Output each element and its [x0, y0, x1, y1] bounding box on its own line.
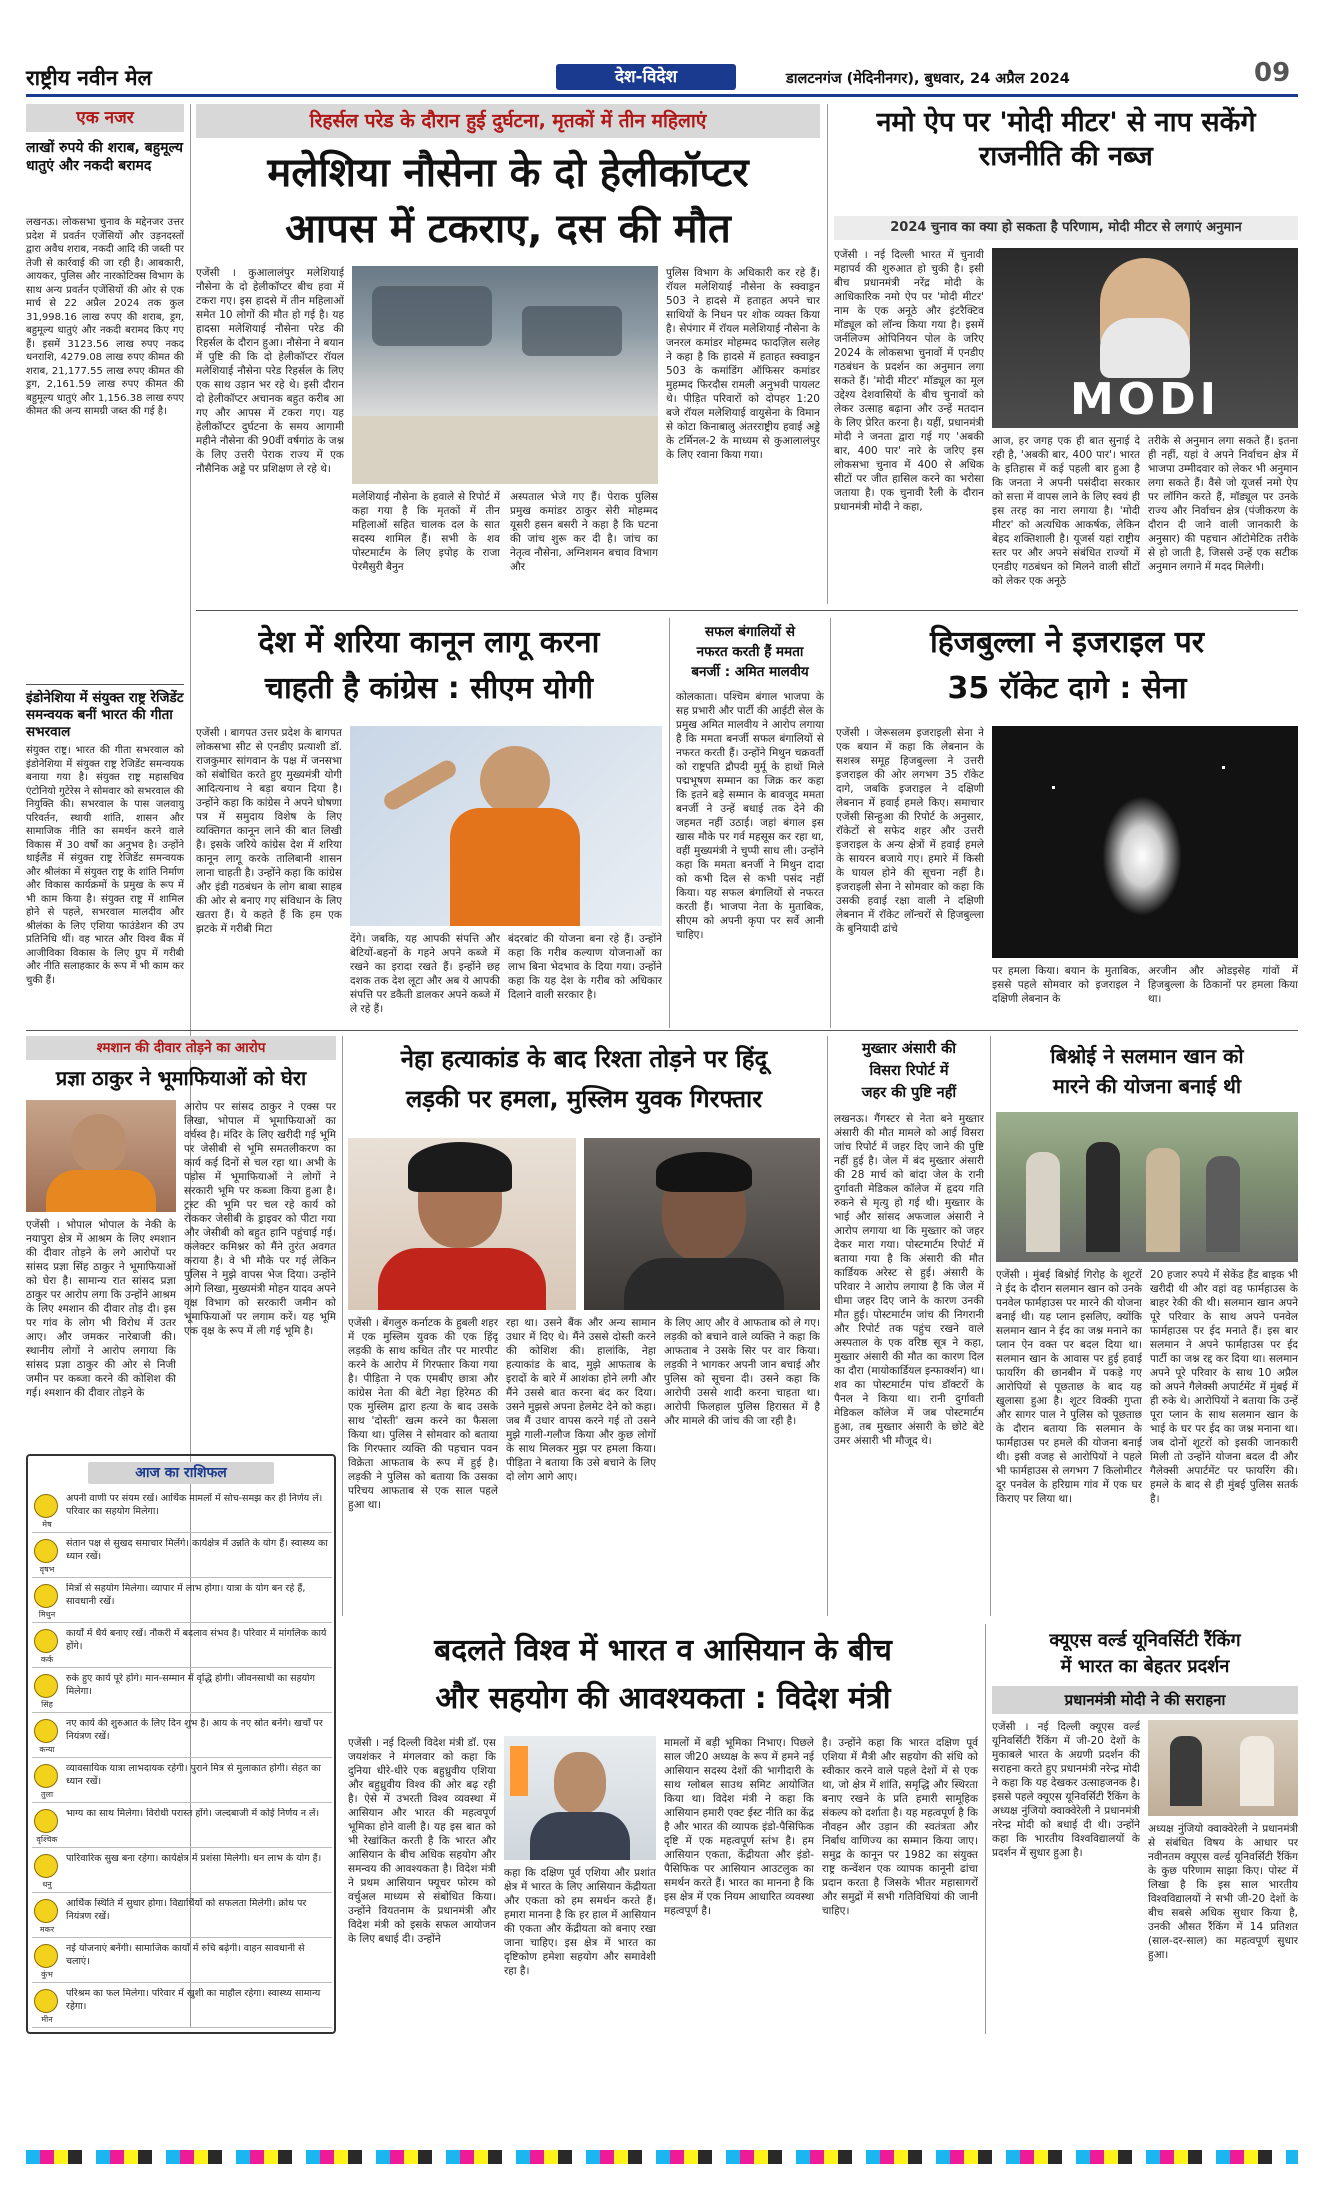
rashifal-row [32, 1985, 332, 2028]
yogi-col2: देंगे। जबकि, यह आपकी संपत्ति और बेटियों-बहनों के गहने अपने कब्जे में रखने का इरादा रखते हैं। इन्होंने छह दशक तक देश लूटा और अब ये आपकी संपत्ति पर डकैती डालकर अपने कब्जे में ले रहे हैं। [350, 933, 500, 1015]
pragya-col1: एजेंसी । भोपाल भोपाल के नेकी के नयापुरा क्षेत्र में आश्रम के लिए श्मशान की दीवार तोड़ने के लगे आरोपों पर सांसद प्रज्ञा सिंह ठाकुर ने भूमाफियाओं को घेरा है। सामान्य रात सांसद प्रज्ञा ठाकुर पर आरोप लगा कि उन्होंने आश्रम के लिए श्मशान की दीवार तोड़ दी। इस पर गांव के लोग भी विरोध में उतर आए। और जमकर नारेबाजी की। स्थानीय लोगों ने आरोप लगाया कि सांसद प्रज्ञा ठाकुर की ओर से निजी जमीन पर कब्जा करने की कोशिश की गई। श्मशान की दीवार तोड़ने के [26, 1219, 176, 1399]
salman-col1: एजेंसी । मुंबई बिश्नोई गिरोह के शूटरों ने ईद के दौरान सलमान खान को उनके पनवेल फार्महाउस पर मारने की योजना बनाई थी। यह प्लान इसलिए, क्योंकि सलमान खान ने ईद का जश्न मनाने का प्लान ऐन वक्त पर बदल दिया था। सलमान खान के आवास पर हुई हवाई फायरिंग की छानबीन में पकड़े गए आरोपियों से पूछताछ के बाद यह खुलासा हुआ है। शूटर विक्की गुप्ता और सागर पाल ने पुलिस को पूछताछ के दौरान बताया कि सलमान के फार्महाउस पर हमले की योजना बनाई थी। इसी वजह से आरोपियों ने पहले भी फार्महाउस से लगभग 7 किलोमीटर दूर पनवेल के हरिग्राम गांव में एक घर किराए पर लिया था। [996, 1269, 1142, 1505]
hezbollah-headline-line2: 35 रॉकेट दागे : सेना [947, 671, 1187, 706]
zodiac-prediction: अपनी वाणी पर संयम रखें। आर्थिक मामलों में सोच-समझ कर ही निर्णय लें। परिवार का सहयोग मिलेगा। [66, 1493, 323, 1517]
rashifal-row [32, 1535, 332, 1578]
yogi-col1: एजेंसी । बागपत उत्तर प्रदेश के बागपत लोकसभा सीट से एनडीए प्रत्याशी डॉ. राजकुमार सांगवान के पक्ष में जनसभा को संबोधित करते हुए मुख्यमंत्री योगी आदित्यनाथ ने बड़ा बयान दिया है। उन्होंने कहा कि कांग्रेस ने अपने घोषणा पत्र में समुदाय विशेष के लिए व्यक्तिगत कानून लाने की बात लिखी है। इसके जरिये कांग्रेस देश में शरिया कानून लागू करके तालिबानी शासन लाना चाहती है। उन्होंने कहा कि कांग्रेस और इंडी गठबंधन के लोग बाबा साहब की ओर से बनाए गए संविधान के लिए खतरा हैं। ये कहते हैं कि हम एक झटके में गरीबी मिटा [196, 727, 342, 935]
mukhtar-body: लखनऊ। गैंगस्टर से नेता बने मुख्तार अंसारी की मौत मामले को आई विसरा जांच रिपोर्ट में जहर दिए जाने की पुष्टि नहीं हुई है। जेल में बंद मुख्तार अंसारी की 28 मार्च को बांदा जेल के रानी दुर्गावती मेडिकल कॉलेज में हृदय गति रुकने से मृत्यु हो गई थी। मुख्तार के भाई और सांसद अफजाल अंसारी ने आरोप लगाया था कि मुख्तार को जहर देकर मारा गया। पोस्टमार्टम रिपोर्ट में बताया गया है कि अंसारी की मौत कार्डियक अरेस्ट से हुई। अंसारी के परिवार ने आरोप लगाया है कि जेल में धीमा जहर दिए जाने के कारण उनकी मौत हुई। पोस्टमार्टम जांच की निगरानी और रिपोर्ट तक पहुंच रखने वाले अस्पताल के एक वरिष्ठ सूत्र ने कहा, मुख्तार अंसारी की मौत का कारण दिल का दौरा (मायोकार्डियल इन्फार्क्शन) था। शव का पोस्टमार्टम पांच डॉक्टरों के पैनल ने किया था। रानी दुर्गावती मेडिकल कॉलेज में जब पोस्टमार्टम हुआ, तब मुख्तार अंसारी के छोटे बेटे उमर अंसारी भी मौजूद थे। [834, 1113, 984, 1447]
modi-meter-story [834, 104, 1298, 604]
yogi-photo [350, 726, 662, 926]
jaishankar-col4: है। उन्होंने कहा कि भारत दक्षिण पूर्व एशिया में मैत्री और सहयोग की संधि को स्वीकार करने वाले पहले देशों में से एक था, जो क्षेत्र में शांति, समृद्धि और स्थिरता बनाए रखने के प्रति हमारी सामूहिक संकल्प को दर्शाता है। यह महत्वपूर्ण है कि नौवहन और उड़ान की स्वतंत्रता और निर्बाध वाणिज्य का सम्मान किया जाए। समुद्र के कानून पर 1982 का संयुक्त राष्ट्र कन्वेंशन एक व्यापक कानूनी ढांचा प्रदान करता है जिसके भीतर महासागरों और समुद्रों में सभी गतिविधियां की जानी चाहिए। [822, 1737, 978, 1917]
rocket-night-photo [992, 726, 1298, 958]
zodiac-sign-icon [34, 1944, 58, 1968]
zodiac-sign-icon [34, 1539, 58, 1563]
mukhtar-headline-line1: मुख्तार अंसारी की [861, 1041, 957, 1057]
neha-story [348, 1036, 820, 1616]
jaishankar-col3: मामलों में बड़ी भूमिका निभाए। पिछले साल जी20 अध्यक्ष के रूप में हमने नई आसियान सदस्य देशों की भागीदारी के साथ ग्लोबल साउथ समिट आयोजित किया था। विदेश मंत्री ने कहा कि आसियान हमारी एक्ट ईस्ट नीति का केंद्र है और भारत की व्यापक इंडो-पैसिफिक दृष्टि में एक महत्वपूर्ण स्तंभ है। हम आसियान एकता, केंद्रीयता और इंडो-पैसिफिक पर आसियान आउटलुक का समर्थन करते हैं। भारत का मानना है कि इस क्षेत्र में एक नियम आधारित व्यवस्था महत्वपूर्ण है। [664, 1737, 814, 1917]
zodiac-sign-name: मिथुन [38, 1610, 56, 1619]
modi-photo-text: MODI [1069, 374, 1221, 425]
pragya-story [26, 1036, 336, 1446]
zodiac-sign-icon [34, 1989, 58, 2013]
rashifal-title: आज का राशिफल [88, 1462, 274, 1484]
zodiac-sign-name: मकर [39, 1925, 55, 1934]
rashifal-row [32, 1670, 332, 1713]
pragya-thakur-photo [26, 1100, 176, 1212]
zodiac-sign-name: मेष [42, 1520, 52, 1529]
hezbollah-headline-line1: हिजबुल्ला ने इजराइल पर [929, 625, 1205, 660]
zodiac-sign-icon [34, 1584, 58, 1608]
malaysia-kicker: रिहर्सल परेड के दौरान हुई दुर्घटना, मृतकों में तीन महिलाएं [196, 104, 820, 138]
pragya-kicker: श्मशान की दीवार तोड़ने का आरोप [26, 1036, 336, 1060]
rashifal-row [32, 1895, 332, 1938]
neha-headline-line1: नेहा हत्याकांड के बाद रिश्ता तोड़ने पर हिंदू [400, 1045, 768, 1073]
rashifal-row [32, 1760, 332, 1803]
zodiac-prediction: आर्थिक स्थिति में सुधार होगा। विद्यार्थियों को सफलता मिलेगी। क्रोध पर नियंत्रण रखें। [66, 1898, 307, 1922]
pragya-headline: प्रज्ञा ठाकुर ने भूमाफियाओं को घेरा [55, 1066, 307, 1090]
zodiac-sign-icon [34, 1854, 58, 1878]
malaysia-headline-line2: आपस में टकराए, दस की मौत [285, 206, 731, 252]
modi-meter-col3: तरीके से अनुमान लगा सकते हैं। इतना ही नहीं, यहां वे अपने निर्वाचन क्षेत्र में भाजपा उम्मीदवार को लेकर भी अनुमान लगा सकते हैं। वैसे जो यूजर्स नमो ऐप पर लॉगिन करते हैं, मॉड्यूल पर उनके राज्य और निर्वाचन क्षेत्र (पंजीकरण के दौरान दी जाने वाली जानकारी के अनुसार) की पहचान ऑटोमेटिक तरीके से हो जाती है, जिससे उन्हें एक सटीक अनुमान लगाने में मदद मिलेगी। [1148, 435, 1298, 573]
zodiac-prediction: मित्रों से सहयोग मिलेगा। व्यापार में लाभ होगा। यात्रा के योग बन रहे हैं, सावधानी रखें। [66, 1583, 306, 1607]
neha-col3: के लिए आए और वे आफताब को ले गए। लड़की को बचाने वाले व्यक्ति ने कहा कि आफताब ने उसके सिर पर वार किया। लड़की ने भागकर अपनी जान बचाई और पुलिस को सूचना दी। उसने कहा कि आरोपी उससे शादी करना चाहता था। आरोपी फिलहाल पुलिस हिरासत में है और मामले की जांच की जा रही है। [664, 1317, 820, 1427]
zodiac-sign-name: कुंभ [41, 1970, 53, 1979]
ek-nazar-story1-body: लखनऊ। लोकसभा चुनाव के मद्देनजर उत्तर प्रदेश में प्रवर्तन एजेंसियों और उड़नदस्तों द्वारा अवैध शराब, नकदी आदि की जब्ती पर तेजी से कार्रवाई की जा रही है। आबकारी, आयकर, पुलिस और नारकोटिक्स विभाग के साथ अन्य प्रवर्तन एजेंसियों की ओर से एक मार्च से 22 अप्रैल 2024 तक कुल 31,998.16 लाख रुपए की शराब, ड्रग, बहुमूल्य धातुएं और नकदी बरामद किए गए हैं। इसमें 3123.56 लाख रुपए नकद धनराशि, 4279.08 लाख रुपए कीमत की शराब, 21,177.55 लाख रुपए कीमत की ड्रग, 2,161.59 लाख रुपए कीमत की बहुमूल्य धातुएं और 1,156.38 लाख रुपए कीमत की अन्य सामग्री जब्त की गई है। [26, 217, 184, 417]
qs-col2: अध्यक्ष नुंजियो क्वाक्वेरेली ने प्रधानमंत्री से संबंधित विषय के आधार पर नवीनतम क्यूएस वर्ल्ड यूनिवर्सिटी रैंकिंग के कुछ परिणाम साझा किए। पोस्ट में लिखा है कि इस साल भारतीय विश्वविद्यालयों ने सभी जी-20 देशों के बीच सबसे अधिक सुधार किया है, उनकी औसत रैंकिंग में 14 प्रतिशत (साल-दर-साल) का महत्वपूर्ण सुधार हुआ। [1148, 1823, 1298, 1961]
accused-photo [584, 1138, 820, 1310]
yogi-col3: बंदरबांट की योजना बना रहे हैं। उन्होंने कहा कि गरीब कल्याण योजनाओं का लाभ बिना भेदभाव के दिया गया। उन्होंने कहा कि यह देश के गरीब को अधिकार दिलाने वाली सरकार है। [508, 933, 662, 1001]
zodiac-prediction: पारिवारिक सुख बना रहेगा। कार्यक्षेत्र में प्रशंसा मिलेगी। धन लाभ के योग हैं। [66, 1853, 322, 1864]
qs-headline-line1: क्यूएस वर्ल्ड यूनिवर्सिटी रैंकिंग [1049, 1630, 1241, 1651]
pragya-col2: आरोप पर सांसद ठाकुर ने एक्स पर लिखा, भोपाल में भूमाफियाओं का वर्चस्व है। मंदिर के लिए खरीदी गई भूमि पर जेसीबी से भूमि समतलीकरण का कार्य कई दिनों से चल रहा था। अभी के पड़ोस में भूमाफियाओं ने लोगों ने सरकारी भूमि पर कब्जा किया हुआ है। ट्रस्ट की भूमि पर चल रहे कार्य को रोककर जेसीबी के ड्राइवर को पीटा गया और जेसीबी को बहुत हानि पहुंचाई गई। कलेक्टर कमिश्नर को मैंने तुरंत अवगत कराया है। वे भी मौके पर गई लेकिन पुलिस ने मुझे वापस भेज दिया। उन्होंने आगे लिखा, मुख्यमंत्री मोहन यादव अपने वृक्ष विभाग को सरकारी जमीन को भूमाफियाओं पर लगाम करें। यह भूमि एक वृक्ष के रूप में ली गई भूमि है। [184, 1101, 336, 1337]
zodiac-sign-icon [34, 1674, 58, 1698]
malaysia-headline-line1: मलेशिया नौसेना के दो हेलीकॉप्टर [267, 150, 749, 196]
rashifal-row [32, 1805, 332, 1848]
mamata-headline-line2: नफरत करती हैं ममता [696, 644, 804, 660]
mamata-headline-line3: बनर्जी : अमित मालवीय [691, 664, 809, 680]
rashifal-row [32, 1715, 332, 1758]
zodiac-prediction: भाग्य का साथ मिलेगा। विरोधी परास्त होंगे। जल्दबाजी में कोई निर्णय न लें। [66, 1808, 320, 1819]
jaishankar-col2: कहा कि दक्षिण पूर्व एशिया और प्रशांत क्षेत्र में भारत के लिए आसियान केंद्रीयता और एकता को हम समर्थन करते हैं। हमारा मानना है कि हर हाल में आसियान की एकता और केंद्रीयता को बनाए रखा जाना चाहिए। इस क्षेत्र में भारत का दृष्टिकोण हमेशा सहयोग और समावेशी रहा है। [504, 1867, 656, 1977]
zodiac-sign-icon [34, 1494, 58, 1518]
malaysia-story [196, 104, 820, 604]
zodiac-sign-icon [34, 1899, 58, 1923]
zodiac-sign-icon [34, 1629, 58, 1653]
zodiac-sign-icon [34, 1719, 58, 1743]
yogi-story [196, 618, 662, 1028]
qs-headline-line2: में भारत का बेहतर प्रदर्शन [1060, 1656, 1230, 1677]
rashifal-row [32, 1625, 332, 1668]
zodiac-prediction: नई योजनाएं बनेंगी। सामाजिक कार्यों में रुचि बढ़ेगी। वाहन सावधानी से चलाएं। [66, 1943, 305, 1967]
pm-meeting-photo [1148, 1720, 1298, 1816]
zodiac-sign-icon [34, 1764, 58, 1788]
ek-nazar-story2-headline: इंडोनेशिया में संयुक्त राष्ट्र रेजिडेंट समन्वयक बनीं भारत की गीता सभरवाल [26, 690, 184, 740]
hezbollah-story [836, 618, 1298, 1028]
jaishankar-col1: एजेंसी । नई दिल्ली विदेश मंत्री डॉ. एस जयशंकर ने मंगलवार को कहा कि दुनिया धीरे-धीरे एक बहुध्रुवीय एशिया और बहुध्रुवीय विश्व की ओर बढ़ रही है। ऐसे में उभरती विश्व व्यवस्था में आसियान और भारत की महत्वपूर्ण भूमिका होने वाली है। यह इस बात को भी रेखांकित करती है कि भारत और आसियान के बीच अधिक सहयोग और समन्वय की आवश्यकता है। विदेश मंत्री ने प्रथम आसियान फ्यूचर फोरम को वर्चुअल माध्यम से संबोधित किया। उन्होंने वियतनाम के प्रधानमंत्री और विदेश मंत्री को इसके सफल आयोजन के लिए बधाई दी। उन्होंने [348, 1737, 496, 1945]
yogi-headline-line2: चाहती है कांग्रेस : सीएम योगी [264, 671, 594, 706]
zodiac-prediction: कार्यों में धैर्य बनाए रखें। नौकरी में बदलाव संभव है। परिवार में मांगलिक कार्य होंगे। [66, 1628, 327, 1652]
print-color-bar [26, 2150, 1298, 2164]
mukhtar-headline-line3: जहर की पुष्टि नहीं [861, 1085, 957, 1101]
salman-story [996, 1036, 1298, 1616]
dateline-header: डालटनगंज (मेदिनीनगर), बुधवार, 24 अप्रैल 2024 [786, 71, 1070, 87]
hezbollah-col3: अरजीन और ओडइसेह गांवों में हिजबुल्ला के ठिकानों पर हमला किया था। [1148, 965, 1298, 1005]
rashifal-box [26, 1454, 336, 2034]
masthead-rule [26, 94, 1298, 97]
qs-ranking-story [992, 1624, 1298, 2034]
rashifal-row [32, 1490, 332, 1533]
mamata-body: कोलकाता। पश्चिम बंगाल भाजपा के सह प्रभारी और पार्टी की आईटी सेल के प्रमुख अमित मालवीय ने आरोप लगाया है कि ममता बनर्जी सफल बंगालियों से नफरत करती हैं। उन्होंने मिथुन चक्रवर्ती को राष्ट्रपति द्रौपदी मुर्मू के हाथों मिले पद्मभूषण सम्मान का जिक्र कर कहा कि इतने बड़े सम्मान के बावजूद ममता बनर्जी ने उन्हें बधाई तक देने की जहमत नहीं उठाई। जहां बंगाल इस खास मौके पर गर्व महसूस कर रहा था, वहीं मुख्यमंत्री ने चुप्पी साध ली। उन्होंने कहा कि ममता बनर्जी ने मिथुन दादा को कभी दिल से कभी पसंद नहीं किया। यह सफल बंगालियों से नफरत करती हैं। भाजपा नेता के मुताबिक, सीएम को अपनी कृपा पर सर्वे आनी चाहिए। [676, 691, 824, 941]
zodiac-sign-name: मीन [41, 2015, 53, 2024]
zodiac-sign-name: कन्या [39, 1745, 55, 1754]
victim-photo [348, 1138, 576, 1310]
modi-meter-subhead: 2024 चुनाव का क्या हो सकता है परिणाम, मोदी मीटर से लगाएं अनुमान [834, 216, 1298, 240]
ek-nazar-tag: एक नजर [26, 104, 184, 132]
malaysia-col4: पुलिस विभाग के अधिकारी कर रहे हैं। रॉयल मलेशियाई नौसेना के स्क्वाड्रन 503 ने हादसे में हताहत अपने चार साथियों के निधन पर शोक व्यक्त किया है। सेपंगार में रॉयल मलेशियाई नौसेना के जनरल कमांडर मोहम्मद फादज़िल सलेह ने कहा है कि हादसे में हताहत स्क्वाड्रन 503 के कमांडिंग ऑफिसर कमांडर मुहम्मद फिरदौस रामली अनुभवी पायलट थे। पीड़ित परिवारों को दोपहर 1:20 बजे रॉयल मलेशियाई वायुसेना के विमान से कोटा किनाबालु अंतरराष्ट्रीय हवाई अड्डे के टर्मिनल-2 के माध्यम से कुआलालंपुर के लिए रवाना किया गया। [666, 267, 820, 461]
modi-meter-col2: आज, हर जगह एक ही बात सुनाई दे रही है, 'अबकी बार, 400 पार'। भारत के इतिहास में कई पहली बार हुआ है कि जनता ने अपनी पसंदीदा सरकार को सत्ता में वापस लाने के लिए स्वयं ही इस तरह का नारा लगाया है। 'मोदी मीटर' को अत्यधिक आकर्षक, लेकिन बेहद शक्तिशाली है। यूजर्स यहां राष्ट्रीय स्तर पर और अपने संबंधित राज्यों में एनडीए गठबंधन को मिलने वाली सीटों को लेकर एक अनूठे [992, 435, 1140, 587]
zodiac-prediction: व्यावसायिक यात्रा लाभदायक रहेगी। पुराने मित्र से मुलाकात होगी। सेहत का ध्यान रखें। [66, 1763, 321, 1787]
masthead [26, 58, 1298, 98]
helicopter-crash-photo [352, 266, 658, 484]
rashifal-row [32, 1850, 332, 1893]
mukhtar-headline-line2: विसरा रिपोर्ट में [869, 1063, 949, 1079]
malaysia-col2: मलेशियाई नौसेना के हवाले से रिपोर्ट में कहा गया है कि मृतकों में तीन महिलाओं सहित चालक दल के सात सदस्य शामिल हैं। सभी के शव पोस्टमार्टम के लिए इपोह के राजा पेरमैसुरी बैनुन [352, 491, 500, 573]
mamata-headline-line1: सफल बंगालियों से [705, 624, 795, 640]
jaishankar-story [348, 1624, 978, 2034]
zodiac-sign-name: कर्क [40, 1655, 54, 1664]
police-escort-photo [996, 1112, 1298, 1262]
zodiac-prediction: रुके हुए कार्य पूरे होंगे। मान-सम्मान में वृद्धि होगी। जीवनसाथी का सहयोग मिलेगा। [66, 1673, 315, 1697]
jaishankar-headline-line2: और सहयोग की आवश्यकता : विदेश मंत्री [435, 1681, 891, 1716]
zodiac-sign-name: वृषभ [39, 1565, 55, 1574]
ek-nazar-story1-headline: लाखों रुपये की शराब, बहुमूल्य धातुएं और नकदी बरामद [26, 140, 184, 174]
jaishankar-headline-line1: बदलते विश्व में भारत व आसियान के बीच [434, 1633, 892, 1668]
neha-col2: रहा था। उसने बैंक और अन्य सामान उधार में दिए थे। मैंने उससे दोस्ती करने की कोशिश की। हालांकि, नेहा हत्याकांड के बाद, मुझे आफताब के इरादों के बारे में आशंका होने लगी और मैंने उससे बात करना बंद कर दिया। उसने मुझसे अपना हेलमेट देने को कहा। जब मैं उधार वापस करने गई तो उसने मुझे गाली-गलौज किया और कुछ लोगों के साथ मिलकर मुझ पर हमला किया। पीड़िता ने बताया कि उसे बचाने के लिए दो लोग आगे आए। [506, 1317, 656, 1483]
zodiac-sign-name: धनु [42, 1880, 52, 1889]
page-number: 09 [1254, 58, 1291, 88]
hezbollah-col1: एजेंसी । जेरूसलम इजराइली सेना ने एक बयान में कहा कि लेबनान के सशस्त्र समूह हिजबुल्ला ने उत्तरी इजराइल की ओर लगभग 35 रॉकेट दागे, जबकि इजराइल ने दक्षिणी लेबनान में हवाई हमले किए। समाचार एजेंसी सिन्हुआ की रिपोर्ट के अनुसार, रॉकेटों से सफेद शहर और उत्तरी इजराइल के अन्य क्षेत्रों में हवाई हमले के सायरन बजाये गए। हमारे में किसी के घायल होने की सूचना नहीं है। इजराइली सेना ने सोमवार को कहा कि उसकी हवाई रक्षा वाली ने दक्षिणी लेबनान में रॉकेट लॉन्चरों से हिजबुल्ला के बुनियादी ढांचे [836, 727, 984, 935]
modi-meter-photo [992, 248, 1298, 428]
mukhtar-story [834, 1036, 984, 1616]
salman-headline-line1: बिश्नोई ने सलमान खान को [1050, 1044, 1244, 1068]
salman-headline-line2: मारने की योजना बनाई थी [1052, 1074, 1242, 1098]
salman-col2: 20 हजार रुपये में सेकेंड हैंड बाइक भी खरीदी थी और वहां वह फार्महाउस के बाहर रेकी की थी। सलमान खान अपने पूरे परिवार के साथ अपने पनवेल फार्महाउस पर ईद मनाते हैं। इस बार सलमान ने अपने फार्महाउस पर ईद पार्टी का जश्न रद्द कर दिया था। सलमान अपने पूरे परिवार के साथ 10 अप्रैल को अपने गैलेक्सी अपार्टमेंट में मुंबई में ही रुके थे। आरोपियों ने बताया कि उन्हें पूरा प्लान के साथ सलमान खान के भाई के घर पर ईद का जश्न मनाना था। जब दोनों शूटरों को इसकी जानकारी मिली तो उन्होंने योजना बदल दी और गैलेक्सी अपार्टमेंट पर फायरिंग की। हमले के बाद से ही मुंबई पुलिस सतर्क है। [1150, 1269, 1298, 1505]
neha-col1: एजेंसी । बेंगलुरु कर्नाटक के हुबली शहर में एक मुस्लिम युवक की एक हिंदू लड़की के साथ कथित तौर पर मारपीट करने के आरोप में गिरफ्तार किया गया है। पीड़िता ने एक एमबीए छात्रा और कांग्रेस नेता की बेटी नेहा हिरेमठ की एक मुस्लिम द्वारा हत्या के बाद उसके साथ 'दोस्ती' खत्म करने का फैसला किया था। पुलिस ने सोमवार को बताया कि गिरफ्तार व्यक्ति की पहचान पवन विक्रेता आफताब के रूप में हुई है। लड़की ने पुलिस को बताया कि उसका परिचय आफताब से एक साल पहले हुआ था। [348, 1317, 498, 1511]
zodiac-prediction: संतान पक्ष से सुखद समाचार मिलेंगे। कार्यक्षेत्र में उन्नति के योग हैं। स्वास्थ्य का ध्यान रखें। [66, 1538, 328, 1562]
yogi-headline-line1: देश में शरिया कानून लागू करना [258, 625, 600, 660]
rashifal-row [32, 1940, 332, 1983]
zodiac-sign-name: सिंह [41, 1700, 53, 1709]
rashifal-row [32, 1580, 332, 1623]
newspaper-name: राष्ट्रीय नवीन मेल [26, 65, 152, 90]
ek-nazar-column [26, 104, 184, 1024]
modi-meter-col1: एजेंसी । नई दिल्ली भारत में चुनावी महापर्व की शुरुआत हो चुकी है। इसी बीच प्रधानमंत्री नरेंद्र मोदी के आधिकारिक नमो ऐप पर 'मोदी मीटर' नाम के एक अनूठे और इंटरैक्टिव मॉड्यूल को लॉन्च किया गया है। इसमें जर्नलिज्म ओपिनियन पोल के जरिए 2024 के लोकसभा चुनावों में एनडीए गठबंधन के प्रदर्शन का अनुमान लगा सकते हैं। 'मोदी मीटर' मॉड्यूल का मूल उद्देश्य देशवासियों के बीच चुनावों को लेकर उत्साह बढ़ाना और उन्हें मतदान के लिए प्रेरित करना है। यहीं, प्रधानमंत्री मोदी ने जनता द्वारा गई गए 'अबकी बार, 400 पार' नारे के जरिए इस लोकसभा चुनाव में 400 से अधिक सीटों पर जीत हासिल करने का भरोसा जताया है। एक चुनावी रैली के दौरान प्रधानमंत्री मोदी ने कहा, [834, 249, 984, 513]
ek-nazar-story2-body: संयुक्त राष्ट्र। भारत की गीता सभरवाल को इंडोनेशिया में संयुक्त राष्ट्र रेजिडेंट समन्वयक बनाया गया है। संयुक्त राष्ट्र महासचिव एंटोनियो गुटेरेस ने सोमवार को सभरवाल की नियुक्ति की। सभरवाल के पास जलवायु परिवर्तन, स्थायी शांति, शासन और सामाजिक नीति का समर्थन करने वाले विकास में 30 वर्षों का अनुभव है। उन्होंने थाईलैंड में संयुक्त राष्ट्र रेजिडेंट समन्वयक और श्रीलंका में संयुक्त राष्ट्र के शांति निर्माण और विकास कार्यक्रमों के प्रमुख के रूप में भी काम किया है। संयुक्त राष्ट्र में शामिल होने से पहले, सभरवाल मालदीव और श्रीलंका के लिए एशिया फाउंडेशन की उप प्रतिनिधि थीं। वह भारत और विश्व बैंक में आजीविका विकास के लिए ग्रुप में गरीबी और नीति सलाहकार के रूप में भी काम कर चुकी हैं। [26, 745, 184, 986]
modi-meter-headline: नमो ऐप पर 'मोदी मीटर' से नाप सकेंगे राजनीति की नब्ज [876, 107, 1256, 172]
mamata-story [676, 618, 824, 1028]
malaysia-col1: एजेंसी । कुआलालंपुर मलेशियाई नौसेना के दो हेलीकॉप्टर बीच हवा में टकरा गए। इस हादसे में तीन महिलाओं समेत 10 लोगों की मौत हो गई है। यह हादसा मलेशियाई नौसेना परेड की रिहर्सल के दौरान हुआ। नौसेना ने बयान में पुष्टि की कि दो हेलीकॉप्टर रॉयल मलेशियाई नौसेना परेड रिहर्सल के लिए एक साथ उड़ान भर रहे थे। इसी दौरान दो हेलीकॉप्टर अचानक बहुत करीब आ गए और आपस में टकरा गए। यह हेलीकॉप्टर दुर्घटना के समय आगामी महीने नौसेना की 90वीं वर्षगांठ के जश्न के लिए उत्तरी पेराक राज्य में एक नौसैनिक अड्डे पर प्रशिक्षण ले रहे थे। [196, 267, 344, 475]
zodiac-prediction: नए कार्य की शुरुआत के लिए दिन शुभ है। आय के नए स्रोत बनेंगे। खर्चों पर नियंत्रण रखें। [66, 1718, 323, 1742]
malaysia-col3: अस्पताल भेजे गए हैं। पेराक पुलिस प्रमुख कमांडर ठाकुर सेरी मोहम्मद यूसरी हसन बसरी ने कहा है कि घटना की जांच शुरू कर दी है। जांच का नेतृत्व नौसेना, अग्निशमन बचाव विभाग और [510, 491, 658, 573]
neha-headline-line2: लड़की पर हमला, मुस्लिम युवक गिरफ्तार [405, 1085, 763, 1113]
jaishankar-photo [504, 1736, 656, 1860]
rashifal-list [32, 1490, 332, 2030]
qs-col1: एजेंसी । नई दिल्ली क्यूएस वर्ल्ड यूनिवर्सिटी रैंकिंग में जी-20 देशों के मुकाबले भारत के अग्रणी प्रदर्शन की सराहना करते हुए प्रधानमंत्री नरेन्द्र मोदी ने कहा कि यह देखकर उत्साहजनक है। इससे पहले क्यूएस यूनिवर्सिटी रैंकिंग के अध्यक्ष नुंजियो क्वाक्वेरेली ने प्रधानमंत्री नरेन्द्र मोदी को बधाई दी थी। उन्होंने कहा कि भारतीय विश्वविद्यालयों के प्रदर्शन में सुधार हुआ है। [992, 1721, 1140, 1859]
hezbollah-col2: पर हमला किया। बयान के मुताबिक, इससे पहले सोमवार को इजराइल ने दक्षिणी लेबनान के [992, 965, 1140, 1005]
zodiac-sign-icon [34, 1809, 58, 1833]
section-label: देश-विदेश [556, 64, 736, 90]
zodiac-prediction: परिश्रम का फल मिलेगा। परिवार में खुशी का माहौल रहेगा। स्वास्थ्य सामान्य रहेगा। [66, 1988, 321, 2012]
qs-kicker: प्रधानमंत्री मोदी ने की सराहना [992, 1686, 1298, 1714]
zodiac-sign-name: तुला [40, 1790, 54, 1799]
zodiac-sign-name: वृश्चिक [36, 1835, 58, 1844]
